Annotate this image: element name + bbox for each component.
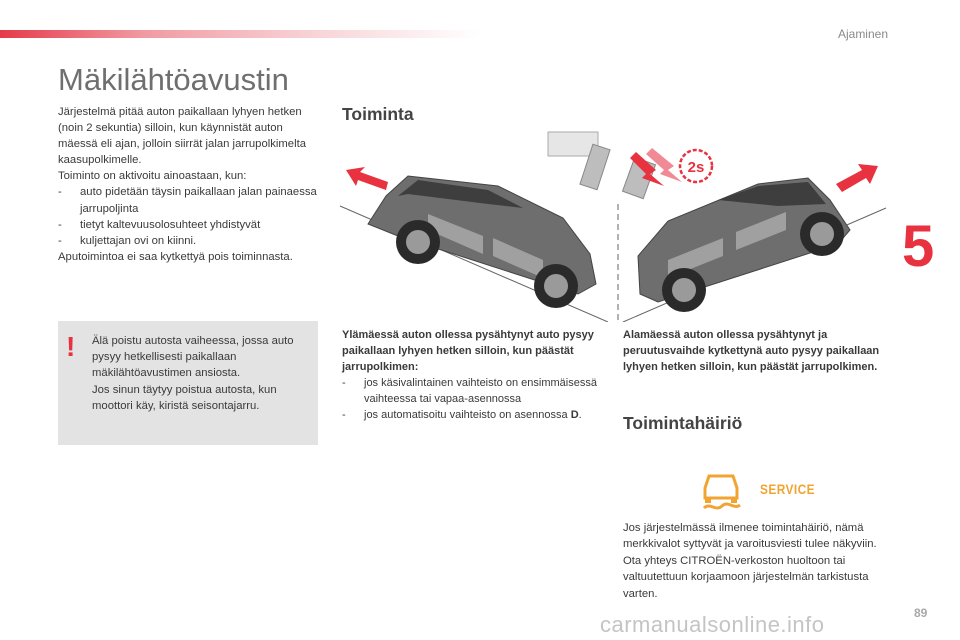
list-item: - auto pidetään täysin paikallaan jalan painaessa jarrupoljinta: [58, 184, 320, 216]
intro-footer: Aputoimintoa ei saa kytkettyä pois toiminnasta.: [58, 250, 293, 263]
warning-text: [92, 333, 314, 414]
condition-list: [58, 184, 320, 248]
warning-line: Älä poistu autosta vaiheessa, jossa auto pysyy hetkellisesti paikallaan mäkilähtöavustimen ansiosta.: [92, 335, 294, 380]
page-title: Mäkilähtöavustin: [58, 62, 289, 97]
gear-condition-text: jos automatisoitu vaihteisto on asennossa: [364, 409, 571, 422]
timer-2s-icon: [680, 150, 712, 182]
list-item: - kuljettajan ovi on kiinni.: [58, 233, 320, 249]
uphill-description: [342, 327, 604, 424]
malfunction-heading: Toimintahäiriö: [623, 413, 743, 433]
downhill-text: Alamäessä auton ollessa pysähtynyt ja peruutusvaihde kytkettynä auto pysyy paikallaan lyhyen hetken silloin, kun päästät jarrupolkimen.: [623, 329, 880, 374]
list-item: [342, 407, 604, 423]
page-number: 89: [914, 606, 928, 620]
warning-exclamation-icon: !: [66, 331, 76, 362]
intro-paragraph: Järjestelmä pitää auton paikallaan lyhyen hetken (noin 2 sekuntia) silloin, kun käynnistät auton mäessä eli ajan, jolloin siirrät jalan jarrupolkimelta kaasupolkimelle.: [58, 106, 307, 167]
service-warning-label: SERVICE: [760, 481, 816, 497]
malfunction-text: [623, 520, 891, 602]
intro-condition-lead: Toiminto on aktivoitu ainoastaan, kun:: [58, 170, 247, 183]
timer-label: 2s: [687, 159, 705, 176]
malfunction-paragraph: Jos järjestelmässä ilmenee toimintahäiriö, nämä merkkivalot syttyvät ja varoitusviesti tulee näkyviin. Ota yhteys CITROËN-verkoston huoltoon tai valtuutettuun korjaamoon järjestelmän tarkistusta varten.: [623, 522, 877, 600]
operation-heading: Toiminta: [342, 104, 414, 124]
warning-line: Jos sinun täytyy poistua autosta, kun moottori käy, kiristä seisontajarru.: [92, 383, 277, 412]
downhill-description: [623, 327, 885, 375]
section-title: Ajaminen: [837, 27, 888, 41]
uphill-car-illustration: [340, 167, 608, 322]
gear-d-label: D: [570, 409, 579, 422]
uphill-lead: Ylämäessä auton ollessa pysähtynyt auto pysyy paikallaan lyhyen hetken silloin, kun päästät jarrupolkimen:: [342, 329, 594, 374]
backward-arrow-icon: [836, 164, 878, 192]
list-item: - jos käsivalintainen vaihteisto on ensimmäisessä vaihteessa tai vapaa-asennossa: [342, 375, 604, 407]
watermark: carmanualsonline.info: [600, 612, 825, 637]
hill-assist-illustration: [338, 126, 888, 322]
warning-box: [58, 321, 318, 445]
header-accent-bar: [0, 30, 480, 38]
gear-condition-end: .: [578, 409, 582, 422]
list-item: - tietyt kaltevuusolosuhteet yhdistyvät: [58, 217, 320, 233]
downhill-car-illustration: [623, 164, 886, 322]
intro-text: [58, 104, 320, 265]
stability-warning-icon: [700, 472, 742, 512]
uphill-conditions: [342, 375, 604, 423]
chapter-number: 5: [902, 214, 935, 279]
forward-arrow-icon: [346, 167, 388, 190]
